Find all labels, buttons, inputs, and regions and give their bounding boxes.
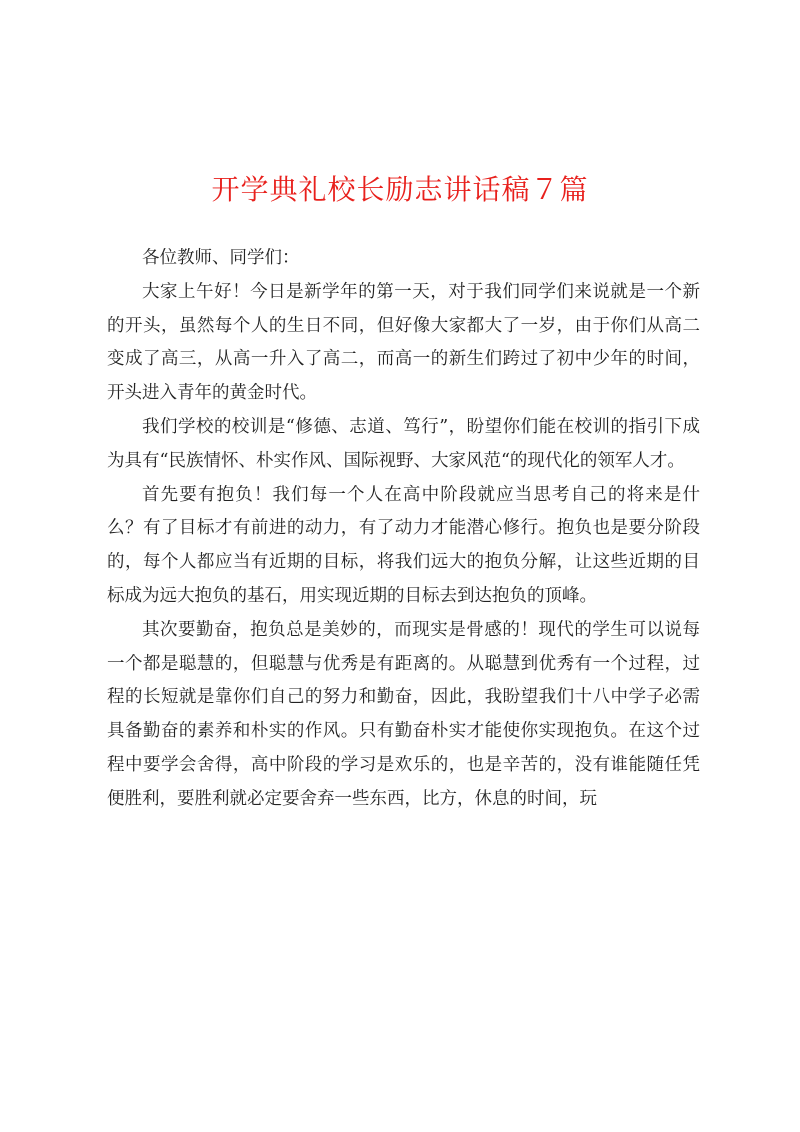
greeting-paragraph: 大家上午好！今日是新学年的第一天，对于我们同学们来说就是一个新的开头，虽然每个人的生日不同，但好像大家都大了一岁，由于你们从高二变成了高三，从高一升入了高二，而高一的新生们跨过了初中少年的时间，开头进入青年的黄金时代。 [107, 281, 700, 404]
diligence-paragraph: 其次要勤奋，抱负总是美妙的，而现实是骨感的！现代的学生可以说每一个都是聪慧的，但聪慧与优秀是有距离的。从聪慧到优秀有一个过程，过程的长短就是靠你们自己的努力和勤奋，因此，我盼望我们十八中学子必需具备勤奋的素养和朴实的作风。只有勤奋朴实才能使你实现抱负。在这个过程中要学会舍得，高中阶段的学习是欢乐的，也是辛苦的，没有谁能随任凭便胜利，要胜利就必定要舍弃一些东西，比方，休息的时间，玩 [107, 619, 700, 809]
document-title: 开学典礼校长励志讲话稿７篇 [211, 173, 589, 206]
document-body [107, 242, 700, 817]
ambition-paragraph: 首先要有抱负！我们每一个人在高中阶段就应当思考自己的将来是什么？有了目标才有前进的动力，有了动力才能潜心修行。抱负也是要分阶段的，每个人都应当有近期的目标，将我们远大的抱负分解，让这些近期的目标成为远大抱负的基石，用实现近期的目标去到达抱负的顶峰。 [107, 484, 700, 606]
salutation-paragraph: 各位教师、同学们： [142, 248, 300, 268]
school-motto-paragraph: 我们学校的校训是“修德、志道、笃行”，盼望你们能在校训的指引下成为具有“民族情怀、朴实作风、国际视野、大家风范“的现代化的领军人才。 [107, 416, 700, 471]
